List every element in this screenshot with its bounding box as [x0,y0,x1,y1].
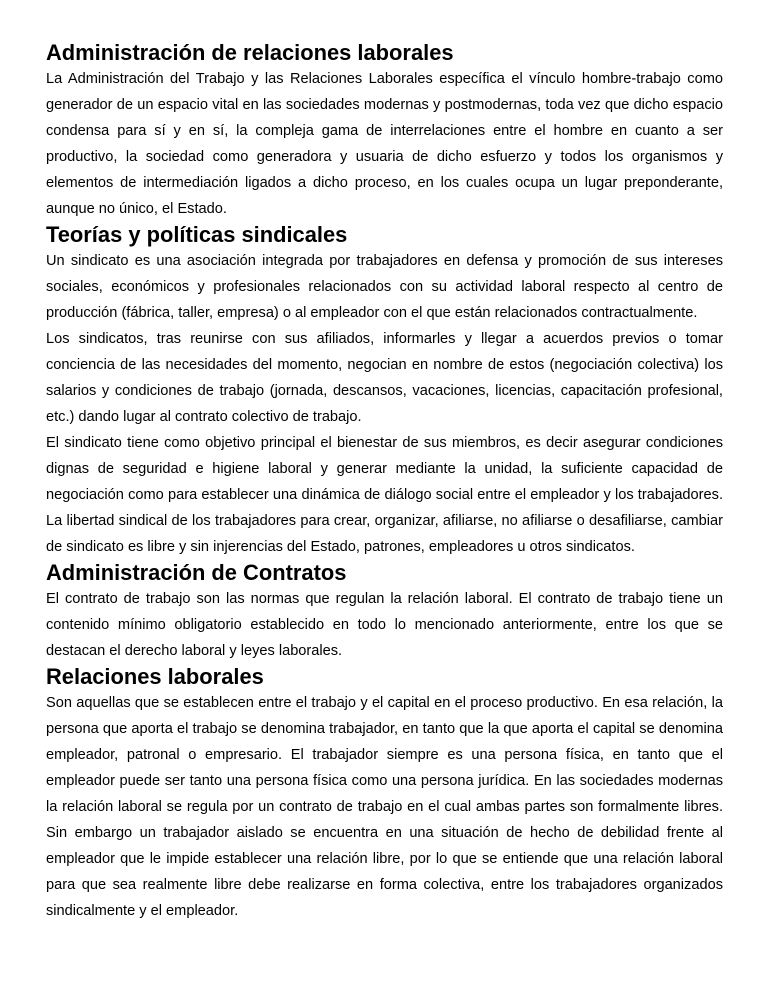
paragraph-relaciones-laborales: Son aquellas que se establecen entre el trabajo y el capital en el proceso productivo. En esa relación, la persona que aporta el trabajo se denomina trabajador, en tanto que la que aporta el capital se denomina empleador, patronal o empresario. El trabajador siempre es una persona física, en tanto que el empleador puede ser tanto una persona física como una persona jurídica. En las sociedades modernas la relación laboral se regula por un contrato de trabajo en el cual ambas partes son formalmente libres. Sin embargo un trabajador aislado se encuentra en una situación de hecho de debilidad frente al empleador que le impide establecer una relación libre, por lo que se entiende que una relación laboral para que sea realmente libre debe realizarse en forma colectiva, entre los trabajadores organizados sindicalmente y el empleador. [46,695,723,919]
paragraph-administracion-trabajo: La Administración del Trabajo y las Relaciones Laborales específica el vínculo hombre-trabajo como generador de un espacio vital en las sociedades modernas y postmodernas, toda vez que dicho espacio condensa para sí y en sí, la compleja gama de interrelaciones entre el hombre en cuanto a ser productivo, la sociedad como generadora y usuaria de dicho esfuerzo y todos los organismos y elementos de intermediación ligados a dicho proceso, en los cuales ocupa un lugar preponderante, aunque no único, el Estado. [46,71,723,217]
paragraph-negociacion-colectiva: Los sindicatos, tras reunirse con sus afiliados, informarles y llegar a acuerdos previos o tomar conciencia de las necesidades del momento, negocian en nombre de estos (negociación colectiva) los salarios y condiciones de trabajo (jornada, descansos, vacaciones, licencias, capacitación profesional, etc.) dando lugar al contrato colectivo de trabajo. [46,331,723,425]
paragraph-objetivo-sindicato: El sindicato tiene como objetivo principal el bienestar de sus miembros, es decir asegurar condiciones dignas de seguridad e higiene laboral y generar mediante la unidad, la suficiente capacidad de negociación como para establecer una dinámica de diálogo social entre el empleador y los trabajadores. La libertad sindical de los trabajadores para crear, organizar, afiliarse, no afiliarse o desafiliarse, cambiar de sindicato es libre y sin injerencias del Estado, patrones, empleadores u otros sindicatos. [46,435,723,555]
section-heading-administracion-contratos: Administración de Contratos [46,560,347,585]
section-heading-teorias-politicas-sindicales: Teorías y políticas sindicales [46,222,348,247]
paragraph-contrato-trabajo: El contrato de trabajo son las normas que regulan la relación laboral. El contrato de trabajo tiene un contenido mínimo obligatorio establecido en todo lo mencionado anteriormente, entre los que se destacan el derecho laboral y leyes laborales. [46,591,723,659]
section-heading-relaciones-laborales: Relaciones laborales [46,664,264,689]
section-heading-administracion-relaciones-laborales: Administración de relaciones laborales [46,40,454,65]
document-page [46,40,723,924]
paragraph-definicion-sindicato: Un sindicato es una asociación integrada por trabajadores en defensa y promoción de sus intereses sociales, económicos y profesionales relacionados con su actividad laboral respecto al centro de producción (fábrica, taller, empresa) o al empleador con el que están relacionados contractualmente. [46,253,723,321]
